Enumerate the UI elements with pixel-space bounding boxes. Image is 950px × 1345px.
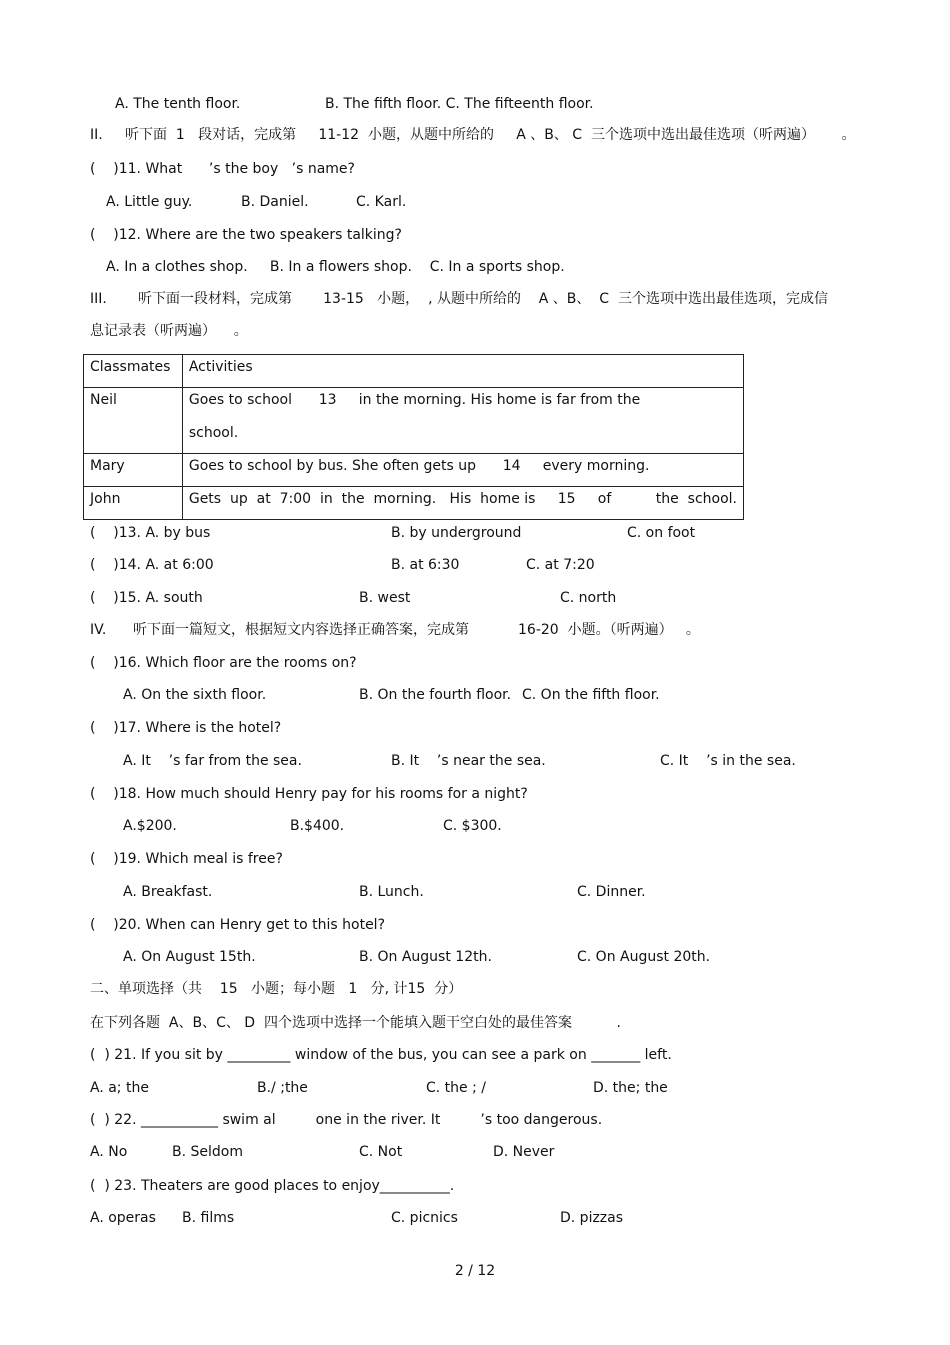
table-cell-activity: Goes to school by bus. She often gets up 14 every morning. — [182, 454, 743, 487]
text-line: A. Little guy. — [106, 194, 193, 210]
table-cell-activity: Gets up at 7:00 in the morning. His home is 15 of the school. — [182, 487, 743, 520]
text-line: B. Seldom — [172, 1144, 243, 1160]
text-line: C. north — [560, 590, 617, 606]
text-line: A. The tenth floor. — [115, 96, 241, 112]
table-row — [84, 454, 744, 487]
activity-line: Goes to school 13 in the morning. His home is far from the — [188, 392, 641, 408]
text-line: D. pizzas — [560, 1210, 624, 1226]
text-line: ( )19. Which meal is free? — [90, 851, 283, 867]
table-cell-name: Mary — [84, 454, 183, 487]
text-line: 在下列各题 A、B、C、 D 四个选项中选择一个能填入题干空白处的最佳答案 . — [90, 1015, 621, 1031]
text-line: A. In a clothes shop. B. In a flowers shop. C. In a sports shop. — [106, 259, 565, 275]
table-cell-name: Neil — [84, 388, 183, 454]
text-line: ( )17. Where is the hotel? — [90, 720, 282, 736]
text-line: B. Daniel. — [241, 194, 309, 210]
text-line: A. No — [90, 1144, 128, 1160]
text-line: B. On the fourth floor. — [359, 687, 512, 703]
text-line: B.$400. — [290, 818, 345, 834]
table-cell-name: John — [84, 487, 183, 520]
text-line: D. the; the — [593, 1080, 668, 1096]
text-line: ( ) 21. If you sit by _________ window of the bus, you can see a park on _______ left. — [90, 1047, 672, 1063]
text-line: A. On the sixth floor. — [123, 687, 267, 703]
table-header-cell: Activities — [182, 355, 743, 388]
text-line: A.$200. — [123, 818, 177, 834]
text-line: C. at 7:20 — [526, 557, 595, 573]
text-line: B. films — [182, 1210, 235, 1226]
text-line: ( )11. What ’s the boy ’s name? — [90, 161, 355, 177]
table-cell-activity — [182, 388, 743, 454]
activity-line: school. — [188, 425, 239, 441]
text-line: A. a; the — [90, 1080, 149, 1096]
text-line: A. operas — [90, 1210, 156, 1226]
text-line: ( )16. Which floor are the rooms on? — [90, 655, 357, 671]
text-line: C. Karl. — [356, 194, 407, 210]
text-line: C. On the fifth floor. — [522, 687, 660, 703]
text-line: B./ ;the — [257, 1080, 308, 1096]
text-line: III. 听下面一段材料，完成第 13-15 小题， , 从题中所给的 A 、B、 C 三个选项中选出最佳选项，完成信 — [90, 291, 828, 307]
text-line: C. On August 20th. — [577, 949, 711, 965]
text-line: ( )14. A. at 6:00 — [90, 557, 214, 573]
text-line: C. on foot — [627, 525, 696, 541]
text-line: C. Not — [359, 1144, 403, 1160]
text-line: 息记录表（听两遍） 。 — [90, 323, 248, 339]
text-line: ( ) 23. Theaters are good places to enjoy__________. — [90, 1178, 455, 1194]
text-line: IV. 听下面一篇短文，根据短文内容选择正确答案，完成第 16-20 小题。（听两遍） 。 — [90, 622, 700, 638]
text-line: D. Never — [493, 1144, 555, 1160]
info-record-table — [83, 354, 744, 520]
text-line: B. The fifth floor. C. The fifteenth floor. — [325, 96, 594, 112]
text-line: ( )15. A. south — [90, 590, 203, 606]
text-line: ( ) 22. ___________ swim al one in the river. It ’s too dangerous. — [90, 1112, 603, 1128]
text-line: ( )13. A. by bus — [90, 525, 211, 541]
text-line: II. 听下面 1 段对话，完成第 11-12 小题，从题中所给的 A 、B、 C 三个选项中选出最佳选项（听两遍） 。 — [90, 127, 856, 143]
text-line: C. $300. — [443, 818, 502, 834]
text-line: ( )20. When can Henry get to this hotel? — [90, 917, 385, 933]
table-header-row — [84, 355, 744, 388]
text-line: ( )12. Where are the two speakers talking? — [90, 227, 402, 243]
text-line: C. It ’s in the sea. — [660, 753, 796, 769]
text-line: C. Dinner. — [577, 884, 646, 900]
page-number: 2 / 12 — [454, 1263, 496, 1279]
text-line: A. It ’s far from the sea. — [123, 753, 302, 769]
text-line: A. Breakfast. — [123, 884, 213, 900]
text-line: C. the ; / — [426, 1080, 486, 1096]
text-line: B. It ’s near the sea. — [391, 753, 546, 769]
text-line: C. picnics — [391, 1210, 458, 1226]
text-line: B. by underground — [391, 525, 522, 541]
text-line: B. On August 12th. — [359, 949, 492, 965]
text-line: B. west — [359, 590, 411, 606]
text-line: B. at 6:30 — [391, 557, 460, 573]
text-line: A. On August 15th. — [123, 949, 256, 965]
table-row — [84, 487, 744, 520]
text-line: 二、单项选择（共 15 小题；每小题 1 分, 计15 分） — [90, 981, 463, 997]
text-line: ( )18. How much should Henry pay for his rooms for a night? — [90, 786, 528, 802]
table-header-cell: Classmates — [84, 355, 183, 388]
table-row — [84, 388, 744, 454]
text-line: B. Lunch. — [359, 884, 424, 900]
